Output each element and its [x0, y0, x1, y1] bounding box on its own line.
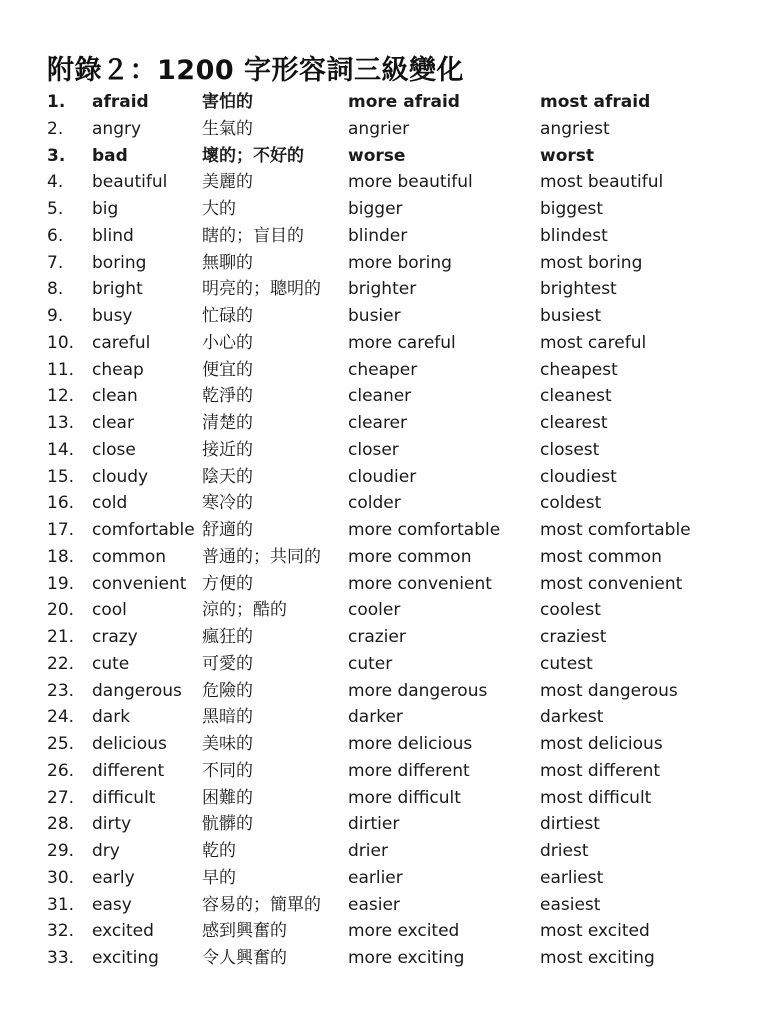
- list-item: [47, 89, 747, 116]
- chinese-meaning: 害怕的: [202, 92, 253, 112]
- comparative-form: more delicious: [348, 734, 473, 754]
- adjective-word: careful: [92, 332, 151, 353]
- comparative-form: more different: [348, 760, 470, 781]
- item-number: 26.: [47, 760, 75, 781]
- chinese-meaning: 危險的: [202, 680, 253, 701]
- superlative-form: craziest: [540, 627, 607, 647]
- chinese-meaning: 乾的: [202, 841, 236, 861]
- adjective-word: excited: [92, 921, 154, 942]
- list-item: [47, 437, 747, 464]
- comparative-form: more beautiful: [348, 172, 473, 193]
- chinese-meaning: 美味的: [202, 734, 253, 754]
- list-item: [47, 892, 747, 919]
- chinese-meaning: 早的: [202, 867, 236, 888]
- comparative-form: cleaner: [348, 386, 412, 407]
- comparative-form: cuter: [348, 653, 393, 674]
- item-number: 13.: [47, 413, 75, 433]
- superlative-form: most afraid: [540, 92, 651, 112]
- item-number: 5.: [47, 199, 64, 219]
- superlative-form: coldest: [540, 493, 602, 514]
- list-item: [47, 143, 747, 170]
- list-item: [47, 303, 747, 330]
- adjective-word: blind: [92, 225, 134, 246]
- page-title: 附錄２：1200 字形容詞三級變化: [47, 55, 465, 86]
- superlative-form: blindest: [540, 225, 608, 246]
- superlative-form: easiest: [540, 894, 601, 915]
- comparative-form: more convenient: [348, 573, 492, 594]
- chinese-meaning: 黑暗的: [202, 707, 253, 728]
- chinese-meaning: 寒冷的: [202, 493, 253, 514]
- list-item: [47, 383, 747, 410]
- item-number: 27.: [47, 787, 75, 808]
- superlative-form: closest: [540, 439, 600, 460]
- list-item: [47, 704, 747, 731]
- item-number: 7.: [47, 252, 64, 273]
- superlative-form: darkest: [540, 707, 604, 728]
- adjective-word: cute: [92, 653, 130, 674]
- item-number: 24.: [47, 707, 75, 728]
- superlative-form: most beautiful: [540, 172, 664, 193]
- superlative-form: most common: [540, 546, 662, 567]
- list-item: [47, 330, 747, 357]
- list-item: [47, 490, 747, 517]
- chinese-meaning: 清楚的: [202, 413, 253, 433]
- chinese-meaning: 舒適的: [202, 520, 253, 540]
- superlative-form: cutest: [540, 653, 593, 674]
- comparative-form: more dangerous: [348, 680, 488, 701]
- adjective-word: crazy: [92, 627, 138, 647]
- list-item: [47, 571, 747, 598]
- adjective-word: bright: [92, 279, 143, 300]
- item-number: 18.: [47, 546, 75, 567]
- list-item: [47, 945, 747, 972]
- comparative-form: cheaper: [348, 359, 418, 380]
- adjective-word: cold: [92, 493, 128, 514]
- superlative-form: most dangerous: [540, 680, 678, 701]
- chinese-meaning: 方便的: [202, 573, 253, 594]
- adjective-word: big: [92, 199, 119, 219]
- list-item: [47, 276, 747, 303]
- comparative-form: clearer: [348, 413, 408, 433]
- item-number: 3.: [47, 145, 66, 166]
- superlative-form: earliest: [540, 867, 604, 888]
- adjective-word: dry: [92, 841, 120, 861]
- list-item: [47, 169, 747, 196]
- superlative-form: most different: [540, 760, 661, 781]
- comparative-form: more comfortable: [348, 520, 501, 540]
- comparative-form: more afraid: [348, 92, 460, 112]
- adjective-word: cheap: [92, 359, 144, 380]
- comparative-form: more careful: [348, 332, 456, 353]
- chinese-meaning: 無聊的: [202, 252, 253, 273]
- list-item: [47, 731, 747, 758]
- list-item: [47, 250, 747, 277]
- chinese-meaning: 瘋狂的: [202, 627, 253, 647]
- item-number: 28.: [47, 814, 75, 835]
- list-item: [47, 464, 747, 491]
- comparative-form: busier: [348, 306, 401, 326]
- superlative-form: most boring: [540, 252, 643, 273]
- superlative-form: brightest: [540, 279, 617, 300]
- superlative-form: cloudiest: [540, 466, 617, 487]
- item-number: 22.: [47, 653, 75, 674]
- item-number: 19.: [47, 573, 75, 594]
- list-item: [47, 758, 747, 785]
- item-number: 10.: [47, 332, 75, 353]
- item-number: 14.: [47, 439, 75, 460]
- adjective-word: dark: [92, 707, 131, 728]
- adjective-word: busy: [92, 306, 133, 326]
- superlative-form: most careful: [540, 332, 647, 353]
- list-item: [47, 865, 747, 892]
- comparative-form: bigger: [348, 199, 403, 219]
- list-item: [47, 678, 747, 705]
- comparative-form: more boring: [348, 252, 452, 273]
- comparative-form: dirtier: [348, 814, 400, 835]
- chinese-meaning: 忙碌的: [202, 306, 253, 326]
- superlative-form: most difficult: [540, 787, 652, 808]
- adjective-word: comfortable: [92, 520, 195, 540]
- chinese-meaning: 感到興奮的: [202, 921, 287, 942]
- adjective-word: bad: [92, 145, 128, 166]
- list-item: [47, 517, 747, 544]
- list-item: [47, 811, 747, 838]
- list-item: [47, 651, 747, 678]
- chinese-meaning: 乾淨的: [202, 386, 253, 407]
- adjective-word: early: [92, 867, 135, 888]
- item-number: 8.: [47, 279, 64, 300]
- superlative-form: most exciting: [540, 948, 655, 968]
- list-item: [47, 838, 747, 865]
- list-item: [47, 624, 747, 651]
- chinese-meaning: 令人興奮的: [202, 948, 287, 968]
- item-number: 15.: [47, 466, 75, 487]
- superlative-form: dirtiest: [540, 814, 600, 835]
- adjective-word: clear: [92, 413, 134, 433]
- item-number: 29.: [47, 841, 75, 861]
- list-item: [47, 223, 747, 250]
- superlative-form: most comfortable: [540, 520, 691, 540]
- adjective-word: beautiful: [92, 172, 168, 193]
- comparative-form: colder: [348, 493, 401, 514]
- comparative-form: more difficult: [348, 787, 461, 808]
- item-number: 16.: [47, 493, 75, 514]
- adjective-word: angry: [92, 118, 142, 139]
- superlative-form: most convenient: [540, 573, 683, 594]
- superlative-form: cheapest: [540, 359, 618, 380]
- superlative-form: biggest: [540, 199, 604, 219]
- chinese-meaning: 困難的: [202, 787, 253, 808]
- chinese-meaning: 涼的；酷的: [202, 600, 287, 621]
- adjective-word: exciting: [92, 948, 159, 968]
- comparative-form: brighter: [348, 279, 417, 300]
- comparative-form: more exciting: [348, 948, 465, 968]
- superlative-form: most delicious: [540, 734, 663, 754]
- comparative-form: more excited: [348, 921, 460, 942]
- chinese-meaning: 瞎的；盲目的: [202, 225, 304, 246]
- adjective-word: clean: [92, 386, 138, 407]
- chinese-meaning: 接近的: [202, 439, 253, 460]
- adjective-word: afraid: [92, 92, 149, 112]
- chinese-meaning: 可愛的: [202, 653, 253, 674]
- comparative-form: worse: [348, 145, 406, 166]
- chinese-meaning: 普通的；共同的: [202, 546, 321, 567]
- superlative-form: coolest: [540, 600, 601, 621]
- chinese-meaning: 便宜的: [202, 359, 253, 380]
- chinese-meaning: 壞的；不好的: [202, 145, 304, 166]
- chinese-meaning: 骯髒的: [202, 814, 253, 835]
- adjective-word: different: [92, 760, 165, 781]
- list-item: [47, 597, 747, 624]
- item-number: 12.: [47, 386, 75, 407]
- comparative-form: blinder: [348, 225, 408, 246]
- adjective-word: easy: [92, 894, 132, 915]
- chinese-meaning: 大的: [202, 199, 236, 219]
- list-item: [47, 196, 747, 223]
- item-number: 11.: [47, 359, 75, 380]
- adjective-list: [47, 89, 747, 972]
- item-number: 6.: [47, 225, 64, 246]
- adjective-word: cool: [92, 600, 127, 621]
- list-item: [47, 357, 747, 384]
- item-number: 9.: [47, 306, 64, 326]
- item-number: 32.: [47, 921, 75, 942]
- adjective-word: dangerous: [92, 680, 182, 701]
- superlative-form: busiest: [540, 306, 602, 326]
- list-item: [47, 410, 747, 437]
- list-item: [47, 544, 747, 571]
- adjective-word: difficult: [92, 787, 156, 808]
- list-item: [47, 785, 747, 812]
- comparative-form: crazier: [348, 627, 406, 647]
- superlative-form: most excited: [540, 921, 650, 942]
- chinese-meaning: 陰天的: [202, 466, 253, 487]
- comparative-form: cloudier: [348, 466, 417, 487]
- adjective-word: cloudy: [92, 466, 149, 487]
- adjective-word: dirty: [92, 814, 132, 835]
- item-number: 30.: [47, 867, 75, 888]
- comparative-form: closer: [348, 439, 399, 460]
- item-number: 31.: [47, 894, 75, 915]
- list-item: [47, 116, 747, 143]
- superlative-form: cleanest: [540, 386, 612, 407]
- list-item: [47, 918, 747, 945]
- comparative-form: angrier: [348, 118, 410, 139]
- chinese-meaning: 小心的: [202, 332, 253, 353]
- comparative-form: darker: [348, 707, 403, 728]
- comparative-form: drier: [348, 841, 388, 861]
- item-number: 17.: [47, 520, 75, 540]
- item-number: 21.: [47, 627, 75, 647]
- adjective-word: delicious: [92, 734, 167, 754]
- adjective-word: convenient: [92, 573, 187, 594]
- superlative-form: clearest: [540, 413, 608, 433]
- chinese-meaning: 不同的: [202, 760, 253, 781]
- superlative-form: driest: [540, 841, 589, 861]
- comparative-form: cooler: [348, 600, 401, 621]
- chinese-meaning: 明亮的；聰明的: [202, 279, 321, 300]
- superlative-form: angriest: [540, 118, 610, 139]
- item-number: 4.: [47, 172, 64, 193]
- item-number: 2.: [47, 118, 64, 139]
- superlative-form: worst: [540, 145, 595, 166]
- item-number: 20.: [47, 600, 75, 621]
- item-number: 1.: [47, 92, 66, 112]
- item-number: 23.: [47, 680, 75, 701]
- comparative-form: easier: [348, 894, 400, 915]
- chinese-meaning: 容易的；簡單的: [202, 894, 321, 915]
- adjective-word: close: [92, 439, 136, 460]
- item-number: 25.: [47, 734, 75, 754]
- adjective-word: common: [92, 546, 167, 567]
- comparative-form: earlier: [348, 867, 403, 888]
- chinese-meaning: 美麗的: [202, 172, 253, 193]
- chinese-meaning: 生氣的: [202, 118, 253, 139]
- item-number: 33.: [47, 948, 75, 968]
- comparative-form: more common: [348, 546, 472, 567]
- adjective-word: boring: [92, 252, 147, 273]
